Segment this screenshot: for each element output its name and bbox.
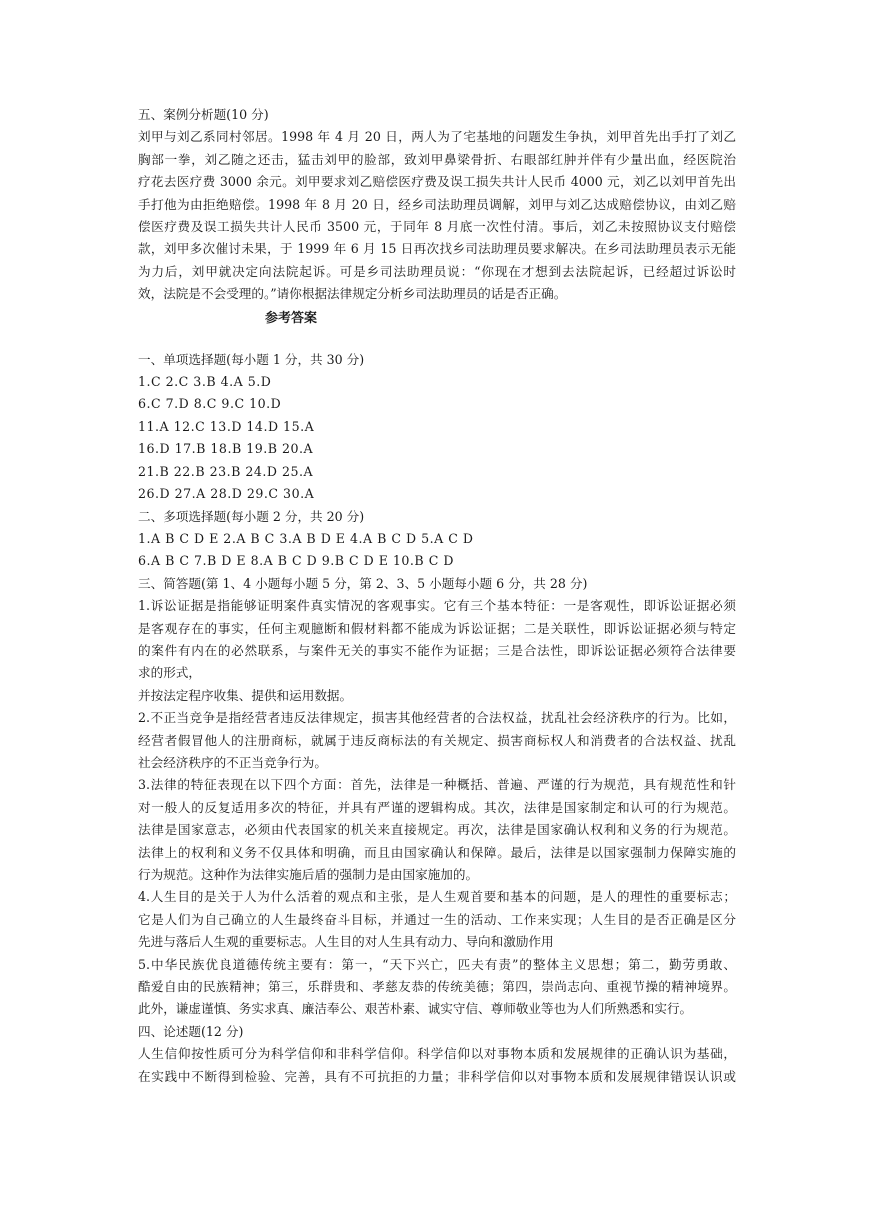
answer-row: 16.D 17.B 18.B 19.B 20.A (138, 441, 314, 457)
text-line: 先进与落后人生观的重要标志。人生目的对人生具有动力、导向和激励作用 (138, 934, 554, 950)
text-line: 它是人们为自己确立的人生最终奋斗目标，并通过一生的活动、工作来实现；人生目的是否正确是区分 (138, 911, 736, 927)
text-line: 求的形式， (138, 665, 201, 681)
short-answer-q2 (138, 707, 736, 774)
spacer (138, 330, 736, 349)
text-line: 疗花去医疗费 3000 余元。刘甲要求刘乙赔偿医疗费及误工损失共计人民币 4000 元，刘乙以刘甲首先出 (138, 174, 736, 190)
answer-row: 11.A 12.C 13.D 14.D 15.A (138, 418, 315, 434)
text-line: 款，刘甲多次催讨未果，于 1999 年 6 月 15 日再次找乡司法助理员要求解决。在乡司法助理员表示无能 (138, 241, 736, 257)
answer-row: 21.B 22.B 23.B 24.D 25.A (138, 463, 314, 479)
answer-row: 26.D 27.A 28.D 29.C 30.A (138, 486, 315, 502)
essay-text (138, 1043, 736, 1088)
multi-choice-answers (138, 528, 736, 573)
text-line: 社会经济秩序的不正当竞争行为。 (138, 754, 327, 770)
short-answer-q1 (138, 595, 736, 707)
text-line: 并按法定程序收集、提供和运用数据。 (138, 687, 353, 703)
text-line: 1.诉讼证据是指能够证明案件真实情况的客观事实。它有三个基本特征：一是客观性，即诉讼证据必须 (138, 598, 736, 614)
text-line: 4.人生目的是关于人为什么活着的观点和主张，是人生观首要和基本的问题，是人的理性的重要标志； (138, 889, 736, 905)
multi-choice-heading: 二、多项选择题(每小题 2 分，共 20 分) (138, 508, 365, 524)
text-line: 行为规范。这种作为法律实施后盾的强制力是由国家施加的。 (138, 867, 479, 882)
single-choice-heading: 一、单项选择题(每小题 1 分，共 30 分) (138, 351, 365, 367)
answers-title: 参考答案 (265, 310, 318, 326)
text-line: 人生信仰按性质可分为科学信仰和非科学信仰。科学信仰以对事物本质和发展规律的正确认识为基础， (138, 1046, 736, 1062)
short-answer-heading: 三、简答题(第 1、4 小题每小题 5 分，第 2、3、5 小题每小题 6 分，共 28 分) (138, 575, 588, 591)
text-line: 刘甲与刘乙系同村邻居。1998 年 4 月 20 日，两人为了宅基地的问题发生争执，刘甲首先出手打了刘乙 (138, 129, 736, 145)
text-line: 手打他为由拒绝赔偿。1998 年 8 月 20 日，经乡司法助理员调解，刘甲与刘乙达成赔偿协议，由刘乙赔 (138, 196, 736, 212)
text-line: 对一般人的反复适用多次的特征，并具有严谨的逻辑构成。其次，法律是国家制定和认可的行为规范。 (138, 799, 736, 815)
text-line: 法律是国家意志，必须由代表国家的机关来直接规定。再次，法律是国家确认权利和义务的行为规范。 (138, 822, 736, 838)
case-section-text (138, 126, 736, 305)
text-line: 在实践中不断得到检验、完善，具有不可抗拒的力量；非科学信仰以对事物本质和发展规律错误认识或 (138, 1068, 736, 1084)
text-line: 的案件有内在的必然联系，与案件无关的事实不能作为证据；三是合法性，即诉讼证据必须符合法律要 (138, 642, 736, 658)
short-answer-q5 (138, 954, 736, 1021)
text-line: 效，法院是不会受理的。”请你根据法律规定分析乡司法助理员的话是否正确。 (138, 286, 567, 302)
short-answer-q3 (138, 774, 736, 886)
essay-heading: 四、论述题(12 分) (138, 1023, 244, 1039)
answer-row: 6.C 7.D 8.C 9.C 10.D (138, 396, 282, 412)
text-line: 2.不正当竞争是指经营者违反法律规定，损害其他经营者的合法权益，扰乱社会经济秩序的行为。比如， (138, 710, 736, 726)
short-answer-q4 (138, 886, 736, 953)
answer-row: 6.A B C 7.B D E 8.A B C D 9.B C D E 10.B C D (138, 553, 454, 569)
answer-row: 1.A B C D E 2.A B C 3.A B D E 4.A B C D 5.A C D (138, 530, 474, 546)
text-line: 经营者假冒他人的注册商标，就属于违反商标法的有关规定、损害商标权人和消费者的合法权益、扰乱 (138, 732, 736, 748)
single-choice-answers (138, 371, 736, 505)
text-line: 为力后，刘甲就决定向法院起诉。可是乡司法助理员说：“你现在才想到去法院起诉，已经超过诉讼时 (138, 263, 736, 279)
case-section-heading: 五、案例分析题(10 分) (138, 107, 269, 122)
text-line: 是客观存在的事实，任何主观臆断和假材料都不能成为诉讼证据；二是关联性，即诉讼证据必须与特定 (138, 620, 736, 636)
text-line: 胸部一拳，刘乙随之还击，猛击刘甲的脸部，致刘甲鼻梁骨折、右眼部红肿并伴有少量出血，经医院治 (138, 151, 736, 167)
document-body (138, 104, 736, 1088)
text-line: 3.法律的特征表现在以下四个方面：首先，法律是一种概括、普遍、严谨的行为规范，具有规范性和针 (138, 777, 736, 793)
text-line: 5.中华民族优良道德传统主要有：第一，“天下兴亡，匹夫有责”的整体主义思想；第二，勤劳勇敢、 (138, 956, 736, 972)
answer-row: 1.C 2.C 3.B 4.A 5.D (138, 374, 272, 390)
text-line: 法律上的权利和义务不仅具体和明确，而且由国家确认和保障。最后，法律是以国家强制力保障实施的 (138, 844, 736, 860)
text-line: 酷爱自由的民族精神；第三，乐群贵和、孝慈友恭的传统美德；第四，崇尚志向、重视节操的精神境界。 (138, 979, 736, 995)
text-line: 此外，谦虚谨慎、务实求真、廉洁奉公、艰苦朴素、诚实守信、尊师敬业等也为人们所熟悉和实行。 (138, 1001, 693, 1017)
text-line: 偿医疗费及误工损失共计人民币 3500 元，于同年 8 月底一次性付清。事后，刘乙未按照协议支付赔偿 (138, 219, 736, 235)
